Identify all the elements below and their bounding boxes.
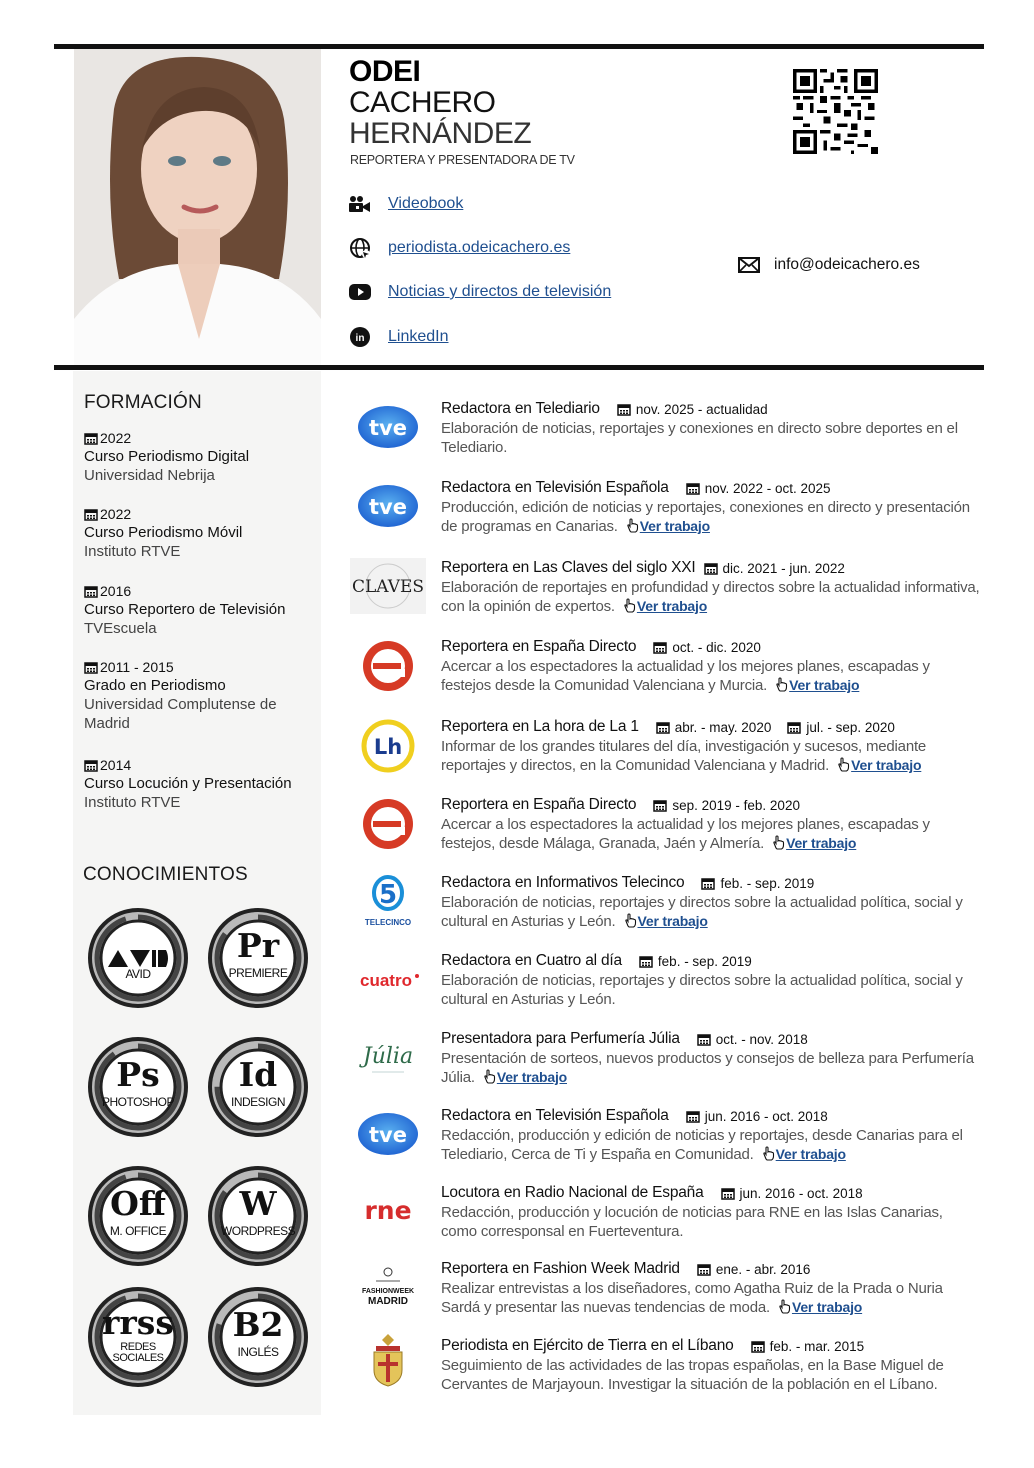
rne-logo xyxy=(350,1183,426,1239)
job-date: jun. 2016 - oct. 2018 xyxy=(721,1186,863,1201)
job-title: Periodista en Ejército de Tierra en el Líbano xyxy=(441,1337,734,1354)
ver-trabajo-link[interactable]: Ver trabajo xyxy=(778,1299,862,1316)
skill-label: REDES SOCIALES xyxy=(112,1341,164,1364)
skill-badge-english xyxy=(206,1285,310,1389)
linkedin-icon xyxy=(348,325,372,349)
formacion-title: FORMACIÓN xyxy=(84,392,202,413)
job-date-second: jul. - sep. 2020 xyxy=(787,720,895,735)
svg-text:in: in xyxy=(355,333,365,344)
tve-logo xyxy=(350,1106,426,1162)
job-title: Presentadora para Perfumería Júlia xyxy=(441,1030,680,1047)
job-title: Redactora en Cuatro al día xyxy=(441,952,622,969)
education-institution: Instituto RTVE xyxy=(84,794,181,811)
skill-abbreviation: Id xyxy=(238,1055,278,1094)
svg-text:tve: tve xyxy=(369,416,407,440)
skill-abbreviation: B2 xyxy=(232,1305,284,1344)
full-name xyxy=(349,56,531,149)
link-videobook[interactable] xyxy=(348,192,463,216)
job-description: Realizar entrevistas a los diseñadores, como Agatha Ruiz de la Prada o Nuria Sardá y presentar las nuevas tendencias de moda. xyxy=(441,1280,943,1316)
header-bottom-rule xyxy=(54,365,984,370)
calendar-icon xyxy=(653,799,667,812)
job-title: Reportera en España Directo xyxy=(441,638,637,655)
la-hora-logo xyxy=(350,718,426,774)
job-description: Redacción, producción y locución de noticias para RNE en las Islas Canarias, como corresponsal en Fuerteventura. xyxy=(441,1204,943,1240)
skill-badge-premiere xyxy=(206,906,310,1010)
job-title: Reportera en Las Claves del siglo XXI xyxy=(441,559,696,576)
link-youtube[interactable] xyxy=(348,280,611,304)
calendar-icon xyxy=(84,432,98,445)
skill-abbreviation: Ps xyxy=(116,1055,160,1094)
svg-text:cuatro: cuatro xyxy=(360,971,412,990)
job-item xyxy=(441,1336,981,1394)
ejercito-emblem-icon xyxy=(350,1332,426,1388)
education-course: Curso Locución y Presentación xyxy=(84,775,292,792)
job-role: REPORTERA Y PRESENTADORA DE TV xyxy=(350,153,575,167)
skill-abbreviation: Off xyxy=(110,1184,166,1223)
education-institution: Instituto RTVE xyxy=(84,543,181,560)
tve-logo xyxy=(350,399,426,455)
envelope-icon xyxy=(738,257,760,273)
ver-trabajo-link[interactable]: Ver trabajo xyxy=(623,598,707,615)
job-date: sep. 2019 - feb. 2020 xyxy=(653,798,800,813)
job-item xyxy=(441,1259,981,1317)
calendar-icon xyxy=(787,721,801,734)
svg-text:tve: tve xyxy=(369,1123,407,1147)
job-date: nov. 2022 - oct. 2025 xyxy=(686,481,831,496)
education-institution: Universidad Complutense de Madrid xyxy=(84,696,277,732)
youtube-link[interactable]: Noticias y directos de televisión xyxy=(388,283,612,300)
job-description: Producción, edición de noticias y reportajes, conexiones en directo y presentación de programas en Canarias. xyxy=(441,499,970,535)
skill-label: PHOTOSHOP xyxy=(102,1095,174,1109)
education-year: 2022 xyxy=(100,506,132,522)
calendar-icon xyxy=(751,1340,765,1353)
skill-label: WORDPRESS xyxy=(220,1224,296,1238)
skill-abbreviation: W xyxy=(239,1184,277,1223)
hand-pointer-icon xyxy=(623,598,636,613)
calendar-icon xyxy=(697,1033,711,1046)
job-item xyxy=(441,873,981,931)
education-item xyxy=(84,658,314,733)
education-item xyxy=(84,429,314,485)
calendar-icon xyxy=(84,661,98,674)
job-title: Reportera en La hora de La 1 xyxy=(441,718,639,735)
svg-text:Lh: Lh xyxy=(373,735,403,759)
job-date: feb. - sep. 2019 xyxy=(639,954,752,969)
cuatro-logo xyxy=(350,951,426,1007)
link-linkedin[interactable] xyxy=(348,325,449,349)
hand-pointer-icon xyxy=(837,757,850,772)
job-title: Reportera en Fashion Week Madrid xyxy=(441,1260,680,1277)
education-course: Curso Reportero de Televisión xyxy=(84,601,286,618)
education-item xyxy=(84,505,314,561)
conocimientos-title: CONOCIMIENTOS xyxy=(83,864,248,885)
svg-text:tve: tve xyxy=(369,495,407,519)
calendar-icon xyxy=(84,508,98,521)
ver-trabajo-link[interactable]: Ver trabajo xyxy=(624,913,708,930)
videobook-link[interactable]: Videobook xyxy=(388,195,464,212)
job-date: oct. - dic. 2020 xyxy=(653,640,761,655)
ver-trabajo-link[interactable]: Ver trabajo xyxy=(837,757,921,774)
job-item xyxy=(441,637,981,695)
job-description: Elaboración de noticias, reportajes y directos sobre la actualidad política, social y cultural en Asturias y León. xyxy=(441,972,963,1008)
job-description: Informar de los grandes titulares del día, investigación y sucesos, mediante reportajes y directos, en la Comunidad Valenciana y Madrid. xyxy=(441,738,927,774)
job-title: Redactora en Televisión Española xyxy=(441,479,669,496)
job-description: Elaboración de noticias, reportajes y directos sobre la actualidad política, social y cultural en Asturias y León. xyxy=(441,894,963,930)
education-year: 2016 xyxy=(100,583,132,599)
tve-logo xyxy=(350,478,426,534)
job-date: oct. - nov. 2018 xyxy=(697,1032,808,1047)
calendar-icon xyxy=(697,1263,711,1276)
telecinco-logo xyxy=(350,873,426,929)
skill-label: INGLÉS xyxy=(237,1345,279,1359)
skill-badge-photoshop xyxy=(86,1035,190,1139)
job-description: Acercar a los espectadores la actualidad y los mejores planes, escapadas y festejos, desde Málaga, Granada, Jaén y Almería. xyxy=(441,816,930,852)
calendar-icon xyxy=(704,562,718,575)
fashion-week-logo xyxy=(350,1260,426,1316)
ver-trabajo-link[interactable]: Ver trabajo xyxy=(772,835,856,852)
job-item xyxy=(441,1106,981,1164)
education-institution: TVEscuela xyxy=(84,620,157,637)
calendar-icon xyxy=(701,877,715,890)
las-claves-logo xyxy=(350,558,426,614)
calendar-icon xyxy=(84,585,98,598)
ver-trabajo-link[interactable]: Ver trabajo xyxy=(483,1069,567,1086)
job-date: jun. 2016 - oct. 2018 xyxy=(686,1109,828,1124)
hand-pointer-icon xyxy=(772,835,785,850)
job-item xyxy=(441,1183,981,1241)
job-item xyxy=(441,399,981,457)
education-institution: Universidad Nebrija xyxy=(84,467,215,484)
calendar-icon xyxy=(639,955,653,968)
skill-abbreviation: rrss xyxy=(102,1303,174,1342)
education-year: 2014 xyxy=(100,757,132,773)
svg-text:5: 5 xyxy=(378,880,398,910)
ver-trabajo-link[interactable]: Ver trabajo xyxy=(762,1146,846,1163)
hand-pointer-icon xyxy=(762,1146,775,1161)
job-date: nov. 2025 - actualidad xyxy=(617,402,768,417)
linkedin-link[interactable]: LinkedIn xyxy=(388,328,449,345)
job-description: Redacción, producción y edición de noticias y reportajes, desde Canarias para el Telediario, Cerca de Ti y España en Comunidad. xyxy=(441,1127,963,1163)
email-text[interactable]: info@odeicachero.es xyxy=(774,256,920,273)
apunt-logo xyxy=(350,796,426,852)
skill-badge-social-media xyxy=(86,1285,190,1389)
skill-abbreviation: Pr xyxy=(236,926,280,965)
svg-text:TELECINCO: TELECINCO xyxy=(364,918,412,927)
job-date: dic. 2021 - jun. 2022 xyxy=(704,561,845,576)
email-contact[interactable] xyxy=(738,256,920,274)
job-item xyxy=(441,951,981,1009)
education-course: Grado en Periodismo xyxy=(84,677,226,694)
hand-pointer-icon xyxy=(775,677,788,692)
svg-text:MADRID: MADRID xyxy=(368,1296,408,1307)
calendar-icon xyxy=(653,641,667,654)
hand-pointer-icon xyxy=(624,913,637,928)
job-description: Presentación de sorteos, nuevos productos y consejos de belleza para Perfumería Júlia. xyxy=(441,1050,974,1086)
job-title: Reportera en España Directo xyxy=(441,796,637,813)
job-description: Seguimiento de las actividades de las tropas españolas, en la Base Miguel de Cervantes de Marjayoun. Investigar la situación de la población en el Líbano. xyxy=(441,1357,944,1393)
skill-label: AVID xyxy=(125,967,151,981)
job-item xyxy=(441,717,981,775)
svg-text:Júlia: Júlia xyxy=(362,1044,414,1069)
job-item xyxy=(441,795,981,853)
profile-photo xyxy=(74,49,321,365)
skill-badge-indesign xyxy=(206,1035,310,1139)
last-name: HERNÁNDEZ xyxy=(349,117,532,150)
job-date: ene. - abr. 2016 xyxy=(697,1262,811,1277)
calendar-icon xyxy=(656,721,670,734)
education-course: Curso Periodismo Móvil xyxy=(84,524,243,541)
first-name: ODEI xyxy=(349,55,421,88)
apunt-logo xyxy=(350,638,426,694)
calendar-icon xyxy=(686,1110,700,1123)
calendar-icon xyxy=(721,1187,735,1200)
job-title: Redactora en Informativos Telecinco xyxy=(441,874,685,891)
education-year: 2011 - 2015 xyxy=(100,659,174,675)
qr-code[interactable] xyxy=(793,69,878,154)
svg-text:FASHIONWEEK: FASHIONWEEK xyxy=(361,1288,415,1295)
hand-pointer-icon xyxy=(778,1299,791,1314)
calendar-icon xyxy=(686,482,700,495)
education-item xyxy=(84,582,314,638)
calendar-icon xyxy=(84,759,98,772)
calendar-icon xyxy=(617,403,631,416)
skill-badge-office xyxy=(86,1164,190,1268)
julia-logo xyxy=(350,1030,426,1086)
job-description: Elaboración de reportajes en profundidad y directos sobre la actualidad informativa, con la opinión de expertos. xyxy=(441,579,980,615)
job-description: Acercar a los espectadores la actualidad y los mejores planes, escapadas y festejos desde la Comunidad Valenciana y Murcia. xyxy=(441,658,930,694)
job-description: Elaboración de noticias, reportajes y conexiones en directo sobre deportes en el Telediario. xyxy=(441,420,958,456)
svg-text:CLAVES: CLAVES xyxy=(351,577,425,597)
skill-badge-avid xyxy=(86,906,190,1010)
hand-pointer-icon xyxy=(483,1069,496,1084)
skill-label: PREMIERE xyxy=(228,966,288,980)
job-item xyxy=(441,478,981,536)
job-date: abr. - may. 2020 xyxy=(656,720,772,735)
skill-badge-wordpress xyxy=(206,1164,310,1268)
job-date: feb. - mar. 2015 xyxy=(751,1339,865,1354)
ver-trabajo-link[interactable]: Ver trabajo xyxy=(775,677,859,694)
job-title: Redactora en Telediario xyxy=(441,400,600,417)
skill-label: INDESIGN xyxy=(230,1095,285,1109)
job-date: feb. - sep. 2019 xyxy=(701,876,814,891)
education-year: 2022 xyxy=(100,430,132,446)
video-camera-icon xyxy=(348,192,372,216)
middle-name: CACHERO xyxy=(349,86,496,119)
job-title: Locutora en Radio Nacional de España xyxy=(441,1184,704,1201)
job-title: Redactora en Televisión Española xyxy=(441,1107,669,1124)
website-link[interactable]: periodista.odeicachero.es xyxy=(388,239,571,256)
job-item xyxy=(441,1029,981,1087)
hand-pointer-icon xyxy=(626,518,639,533)
youtube-icon xyxy=(348,280,372,304)
ver-trabajo-link[interactable]: Ver trabajo xyxy=(626,518,710,535)
education-course: Curso Periodismo Digital xyxy=(84,448,250,465)
link-website[interactable] xyxy=(348,236,570,260)
globe-icon xyxy=(348,236,372,260)
job-item xyxy=(441,558,981,616)
skill-label: M. OFFICE xyxy=(109,1224,167,1238)
svg-text:rne: rne xyxy=(364,1196,412,1225)
education-item xyxy=(84,756,314,812)
